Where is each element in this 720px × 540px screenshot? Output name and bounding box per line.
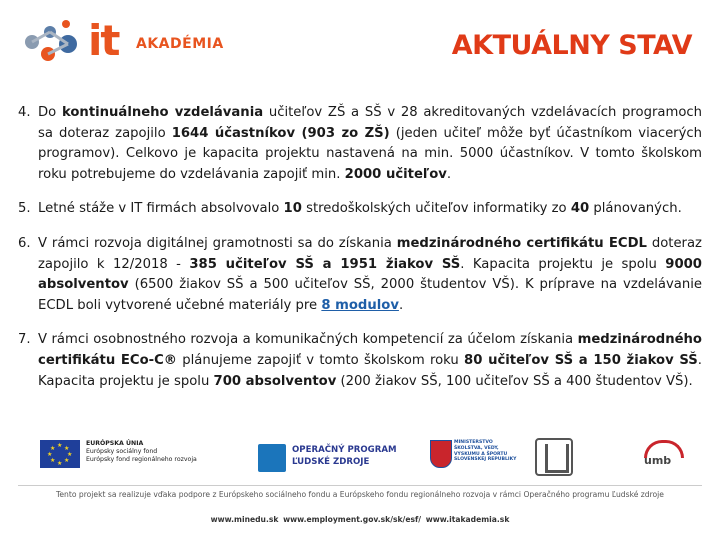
partner-logos (0, 432, 720, 484)
eu-logo (40, 436, 200, 480)
body-text: Do (38, 105, 62, 120)
item-text (38, 234, 702, 316)
list-item (18, 103, 702, 185)
slovak-crest-icon (430, 440, 452, 468)
op-ludske-zdroje-logo (258, 436, 408, 480)
list-item (18, 330, 702, 392)
footer-divider (18, 485, 702, 486)
modules-link[interactable]: 8 modulov (321, 297, 399, 313)
body-text: V rámci osobnostného rozvoja a komunikačných kompetencií za účelom získania (38, 332, 578, 348)
body-text: (200 žiakov SŠ, 100 učiteľov SŠ a 400 študentov VŠ). (336, 373, 693, 389)
eu-text: EURÓPSKA ÚNIA Európsky sociálny fond Európsky fond regionálneho rozvoja (86, 440, 197, 463)
body-text: V rámci rozvoja digitálnej gramotnosti sa do získania (38, 235, 397, 251)
highlight-text: medzinárodného certifikátu ECDL (396, 235, 647, 251)
logo-akademia-text: AKADÉMIA (136, 36, 224, 52)
highlight-text: 2000 učiteľov (344, 166, 447, 182)
list-item (18, 199, 702, 220)
ministry-text: MINISTERSTVO ŠKOLSTVA, VEDY, VÝSKUMU A ŠPORTU SLOVENSKEJ REPUBLIKY (454, 440, 517, 463)
body-text: . (446, 166, 452, 182)
item-text (38, 103, 702, 185)
list-item (18, 234, 702, 316)
body-text: (6500 žiakov SŠ a 500 učiteľov SŠ, 2000 študentov VŠ). K príprave na vzdelávanie ECDL boli vytvorené učebné materiály pre (38, 277, 702, 313)
body-text: . (398, 297, 404, 313)
highlight-text: 385 učiteľov SŠ a 1951 žiakov SŠ (189, 256, 461, 272)
op-emblem-icon (258, 444, 286, 472)
body-text: (jeden učiteľ môže byť účastníkom viacerých programov). Celkovo je kapacita projektu nastavená na min. 5000 účastníkov. V tomto školskom roku potrebujeme do vzdelávania zapojiť min. (38, 125, 703, 182)
highlight-text: 9000 absolventov (38, 256, 702, 293)
item-text (38, 330, 702, 392)
tuke-logo-icon (535, 438, 573, 476)
body-text: . Kapacita projektu je spolu (460, 256, 666, 272)
funding-note: Tento projekt sa realizuje vďaka podpore z Európskeho sociálneho fondu a Európskeho fondu regionálneho rozvoja v rámci Operačného programu Ľudské zdroje (56, 490, 664, 499)
op-text: OPERAČNÝ PROGRAM ĽUDSKÉ ZDROJE (292, 445, 397, 467)
body-text: stredoškolských učiteľov informatiky zo (301, 201, 571, 217)
highlight-text: 1644 účastníkov (903 zo ZŠ) (171, 125, 390, 141)
item-number: 7. (18, 332, 31, 348)
status-list (18, 103, 702, 406)
highlight-text: 40 (570, 201, 590, 217)
logo-it-text: it (88, 16, 119, 65)
highlight-text: medzinárodného certifikátu ECo-C® (38, 332, 702, 368)
body-text: plánujeme zapojiť v tomto školskom roku (176, 352, 465, 368)
umb-logo (610, 440, 700, 478)
highlight-text: 700 absolventov (213, 373, 337, 389)
page-title: AKTUÁLNY STAV (451, 30, 692, 61)
ministry-logo (430, 438, 520, 478)
item-number: 5. (18, 201, 31, 217)
molecule-icon (18, 14, 88, 70)
body-text: . Kapacita projektu je spolu (38, 352, 702, 389)
item-number: 4. (18, 105, 31, 120)
body-text: učiteľov ZŠ a SŠ v 28 akreditovaných vzdelávacích programoch sa doteraz zapojilo (38, 105, 702, 141)
umb-text: umb (644, 454, 672, 467)
item-text (38, 199, 702, 220)
highlight-text: kontinuálneho vzdelávania (61, 105, 264, 120)
highlight-text: 10 (283, 201, 302, 217)
body-text: plánovaných. (589, 201, 682, 217)
item-number: 6. (18, 235, 31, 251)
eu-flag-icon: ★ ★ ★ ★ ★ ★ ★ ★ (40, 440, 80, 468)
highlight-text: 80 učiteľov SŠ a 150 žiakov SŠ (464, 352, 698, 368)
body-text: Letné stáže v IT firmách absolvovalo (38, 201, 284, 217)
it-akademia-logo (18, 14, 224, 70)
body-text: doteraz zapojilo k 12/2018 - (38, 235, 702, 272)
footer-links[interactable]: www.minedu.sk www.employment.gov.sk/sk/esf/ www.itakademia.sk (210, 515, 510, 524)
